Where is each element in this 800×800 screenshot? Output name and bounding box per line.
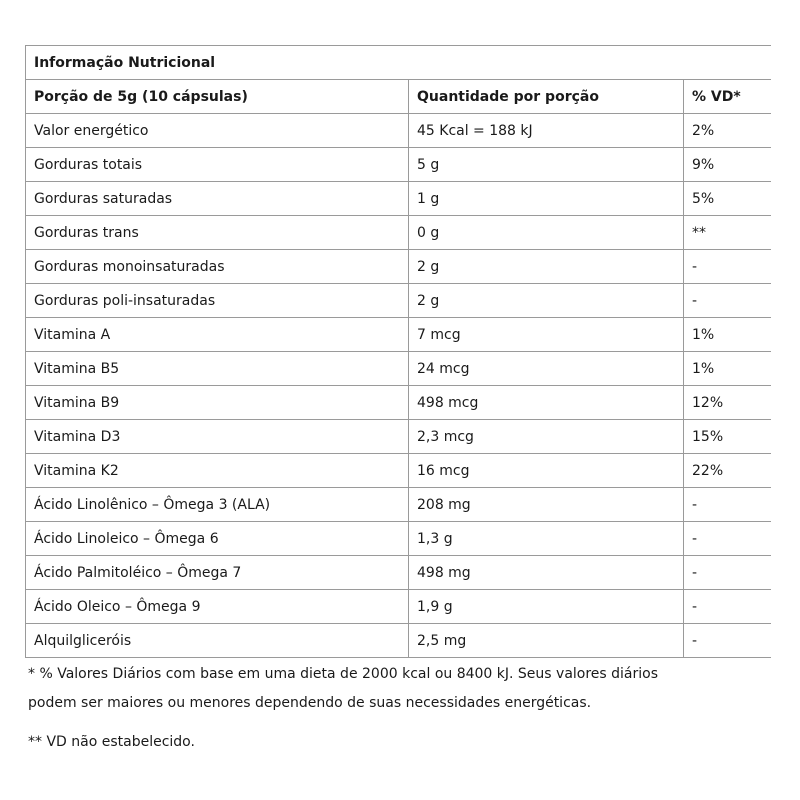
nutrient-vd: - xyxy=(684,250,772,284)
nutrient-quantity: 208 mg xyxy=(409,488,684,522)
nutrient-quantity: 498 mg xyxy=(409,556,684,590)
nutrient-vd: - xyxy=(684,624,772,658)
table-row xyxy=(26,386,772,420)
nutrient-name: Gorduras poli-insaturadas xyxy=(26,284,409,318)
nutrient-quantity: 5 g xyxy=(409,148,684,182)
table-row xyxy=(26,522,772,556)
nutrient-name: Gorduras totais xyxy=(26,148,409,182)
nutrient-name: Ácido Linolênico – Ômega 3 (ALA) xyxy=(26,488,409,522)
nutrient-quantity: 2 g xyxy=(409,284,684,318)
nutrient-quantity: 2,5 mg xyxy=(409,624,684,658)
nutrient-quantity: 1 g xyxy=(409,182,684,216)
nutrient-name: Ácido Linoleico – Ômega 6 xyxy=(26,522,409,556)
table-row xyxy=(26,488,772,522)
nutrient-name: Alquilgliceróis xyxy=(26,624,409,658)
nutrient-vd: - xyxy=(684,590,772,624)
nutrient-vd: - xyxy=(684,522,772,556)
table-row xyxy=(26,420,772,454)
nutrient-name: Valor energético xyxy=(26,114,409,148)
header-quantity: Quantidade por porção xyxy=(409,80,684,114)
nutrient-name: Vitamina A xyxy=(26,318,409,352)
nutrition-table-wrapper xyxy=(25,45,771,659)
nutrient-quantity: 0 g xyxy=(409,216,684,250)
nutrient-name: Gorduras saturadas xyxy=(26,182,409,216)
table-row xyxy=(26,556,772,590)
nutrient-vd: - xyxy=(684,488,772,522)
nutrient-quantity: 2,3 mcg xyxy=(409,420,684,454)
table-title: Informação Nutricional xyxy=(26,46,772,80)
nutrient-quantity: 498 mcg xyxy=(409,386,684,420)
nutrient-vd: 5% xyxy=(684,182,772,216)
nutrient-name: Vitamina B9 xyxy=(26,386,409,420)
nutrient-vd: 22% xyxy=(684,454,772,488)
footnotes xyxy=(28,660,788,757)
table-row xyxy=(26,284,772,318)
nutrient-name: Ácido Oleico – Ômega 9 xyxy=(26,590,409,624)
nutrient-quantity: 24 mcg xyxy=(409,352,684,386)
nutrient-quantity: 16 mcg xyxy=(409,454,684,488)
nutrient-name: Vitamina K2 xyxy=(26,454,409,488)
nutrient-name: Gorduras monoinsaturadas xyxy=(26,250,409,284)
nutrient-vd: 15% xyxy=(684,420,772,454)
nutrient-vd: 2% xyxy=(684,114,772,148)
table-row xyxy=(26,114,772,148)
nutrient-vd: 9% xyxy=(684,148,772,182)
nutrient-quantity: 1,3 g xyxy=(409,522,684,556)
nutrient-quantity: 1,9 g xyxy=(409,590,684,624)
table-header-row xyxy=(26,80,772,114)
footnote-daily-values-line-1: * % Valores Diários com base em uma dieta de 2000 kcal ou 8400 kJ. Seus valores diários xyxy=(28,666,659,682)
nutrient-vd: 12% xyxy=(684,386,772,420)
table-row xyxy=(26,216,772,250)
nutrient-name: Ácido Palmitoléico – Ômega 7 xyxy=(26,556,409,590)
nutrient-vd: 1% xyxy=(684,352,772,386)
header-portion: Porção de 5g (10 cápsulas) xyxy=(26,80,409,114)
nutrient-name: Vitamina B5 xyxy=(26,352,409,386)
table-row xyxy=(26,624,772,658)
footnote-vd-not-established: ** VD não estabelecido. xyxy=(28,734,195,750)
nutrient-vd: - xyxy=(684,284,772,318)
nutrient-vd: ** xyxy=(684,216,772,250)
table-row xyxy=(26,250,772,284)
nutrient-quantity: 2 g xyxy=(409,250,684,284)
table-row xyxy=(26,182,772,216)
table-row xyxy=(26,148,772,182)
nutrient-vd: - xyxy=(684,556,772,590)
table-row xyxy=(26,454,772,488)
header-vd: % VD* xyxy=(684,80,772,114)
footnote-daily-values-line-2: podem ser maiores ou menores dependendo de suas necessidades energéticas. xyxy=(28,695,592,711)
nutrient-name: Vitamina D3 xyxy=(26,420,409,454)
table-title-row xyxy=(26,46,772,80)
nutrient-name: Gorduras trans xyxy=(26,216,409,250)
table-row xyxy=(26,590,772,624)
nutrient-quantity: 45 Kcal = 188 kJ xyxy=(409,114,684,148)
nutrient-vd: 1% xyxy=(684,318,772,352)
table-row xyxy=(26,318,772,352)
nutrient-quantity: 7 mcg xyxy=(409,318,684,352)
nutrition-facts-table xyxy=(25,45,771,658)
table-row xyxy=(26,352,772,386)
